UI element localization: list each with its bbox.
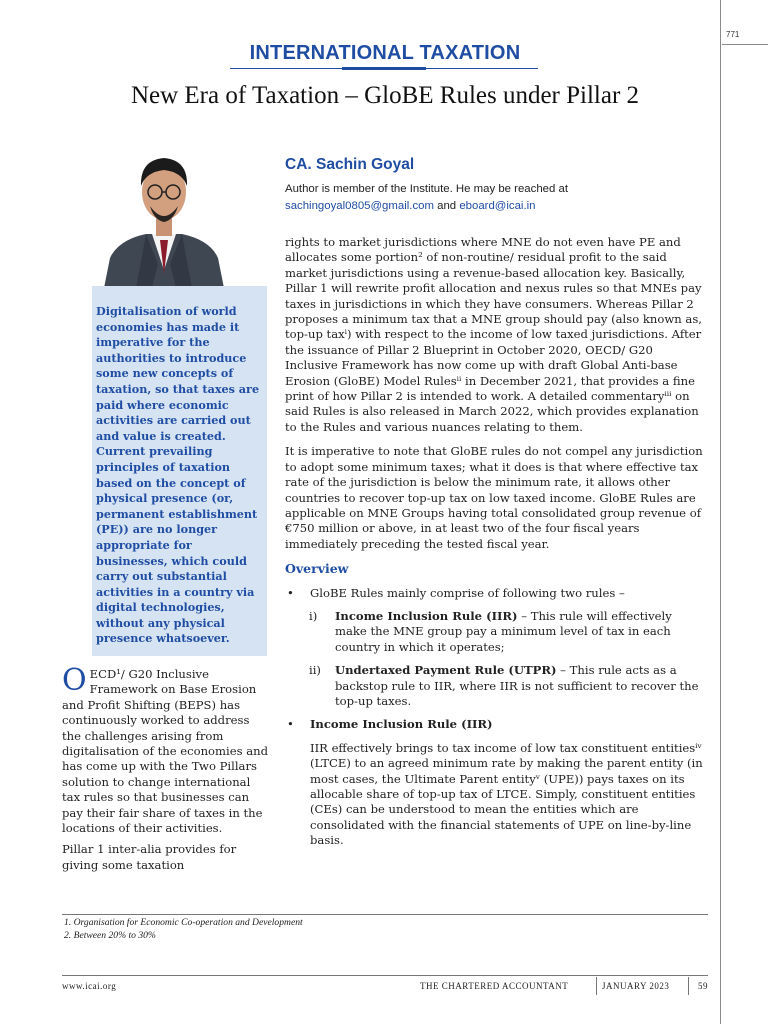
footnotes — [64, 916, 704, 942]
right-column-body — [285, 235, 705, 858]
overview-heading: Overview — [285, 561, 349, 577]
bullet-icon: • — [287, 717, 294, 732]
sub-item-title: Income Inclusion Rule (IIR) — [335, 608, 518, 623]
section-underline-accent — [342, 67, 426, 70]
author-name: CA. Sachin Goyal — [285, 156, 415, 173]
footer-website[interactable]: www.icai.org — [62, 981, 117, 991]
list-item — [285, 586, 705, 601]
footnote-item: 1. Organisation for Economic Co-operation and Development — [64, 917, 303, 928]
footnote-divider — [62, 914, 708, 915]
author-email-joiner: and — [437, 200, 457, 212]
list-item — [285, 717, 705, 732]
pillar1-paragraph: Pillar 1 inter-alia provides for giving some taxation — [62, 842, 237, 872]
footer-journal-name: THE CHARTERED ACCOUNTANT — [420, 981, 569, 991]
article-title: New Era of Taxation – GloBE Rules under Pillar 2 — [130, 82, 640, 109]
drop-cap: O — [62, 663, 87, 698]
author-email-secondary[interactable]: eboard@icai.in — [459, 200, 536, 212]
body-paragraph-1: rights to market jurisdictions where MNE do not even have PE and allocates some portion² of non-routine/ residual profit to the said market jurisdictions using a revenue-based allocation key. Basically, Pillar 1 will rewrite profit allocation and nexus rules so that MNEs pay taxes in jurisdictions in which they have consumers. Whereas Pillar 2 proposes a minimum tax that a MNE group should pay (also known as, top-up taxⁱ) with respect to the income of low taxed jurisdictions. After the issuance of Pillar 2 Blueprint in October 2020, OECD/ G20 Inclusive Framework has now come up with draft Global Anti-base Erosion (GloBE) Model Rulesⁱⁱ in December 2021, that provides a fine print of how Pillar 2 is intended to work. A detailed commentaryⁱⁱⁱ on said Rules is also released in March 2022, which provides explanation to the Rules and various nuances relating to them. — [285, 235, 702, 434]
bullet-heading: Income Inclusion Rule (IIR) — [310, 717, 493, 732]
body-paragraph-2: It is imperative to note that GloBE rules do not compel any jurisdiction to adopt some minimum taxes; what it does is that where effective tax rate of the jurisdiction is below the minimum rate, it allows other countries to recover top-up tax on low taxed income. GloBE Rules are applicable on MNE Groups having total consolidated group revenue of €750 million or above, in at least two of the four fiscal years immediately preceding the tested fiscal year. — [285, 444, 703, 551]
footer-separator — [688, 977, 689, 995]
left-column-body — [62, 663, 272, 879]
footer-separator — [596, 977, 597, 995]
author-info-text: Author is member of the Institute. He may be reached at — [285, 183, 569, 195]
page-number-rule — [722, 44, 768, 45]
sub-item-number: ii) — [309, 663, 321, 678]
section-title: INTERNATIONAL TAXATION — [249, 42, 521, 64]
footnote-item: 2. Between 20% to 30% — [64, 930, 156, 941]
intro-text: ECD¹/ G20 Inclusive Framework on Base Erosion and Profit Shifting (BEPS) has continuously worked to address the challenges arising from digitalisation of the economies and has come up with the Two Pillars solution to change international tax rules so that businesses can pay their fair share of taxes in the locations of their activities. — [62, 667, 269, 836]
sub-item-text: – This rule acts as a backstop rule to IIR, where IIR is not sufficient to recover the top-up taxes. — [335, 663, 699, 708]
footer-page-number: 59 — [698, 981, 708, 991]
sub-item-text: – This rule will effectively make the MNE group pay a minimum level of tax in each country in which it operates; — [335, 608, 672, 654]
author-email-primary[interactable]: sachingoyal0805@gmail.com — [285, 200, 434, 212]
intro-paragraph — [62, 663, 272, 836]
page-number-tab: 771 — [726, 30, 740, 39]
bullet-icon: • — [287, 585, 294, 600]
margin-rule — [720, 0, 721, 1024]
bullet-text: GloBE Rules mainly comprise of following two rules – — [310, 585, 625, 600]
footer-divider — [62, 975, 708, 976]
footer-issue: JANUARY 2023 — [602, 981, 670, 991]
iir-paragraph: IIR effectively brings to tax income of low tax constituent entitiesⁱᵛ (LTCE) to an agreed minimum rate by making the parent entity (in most cases, the Ultimate Parent entityᵛ (UPE)) pays taxes on its allocable share of top-up tax of LTCE. Simply, constituent entities (CEs) can be understood to mean the entities which are consolidated with the financial statements of UPE on line-by-line basis. — [310, 740, 703, 848]
author-photo — [96, 140, 231, 288]
sub-item-title: Undertaxed Payment Rule (UTPR) — [335, 663, 557, 678]
author-info — [285, 181, 715, 215]
sub-list-item — [285, 663, 705, 709]
pull-quote: Digitalisation of world economies has made it imperative for the authorities to introduce some new concepts of taxation, so that taxes are paid where economic activities are carried out and value is created. Current prevailing principles of taxation based on the concept of physical presence (or, permanent establishment (PE)) are no longer appropriate for businesses, which could carry out substantial activities in a country via digital technologies, without any physical presence whatsoever. — [96, 304, 260, 646]
sub-list-item — [285, 609, 705, 655]
sub-item-number: i) — [309, 608, 318, 623]
